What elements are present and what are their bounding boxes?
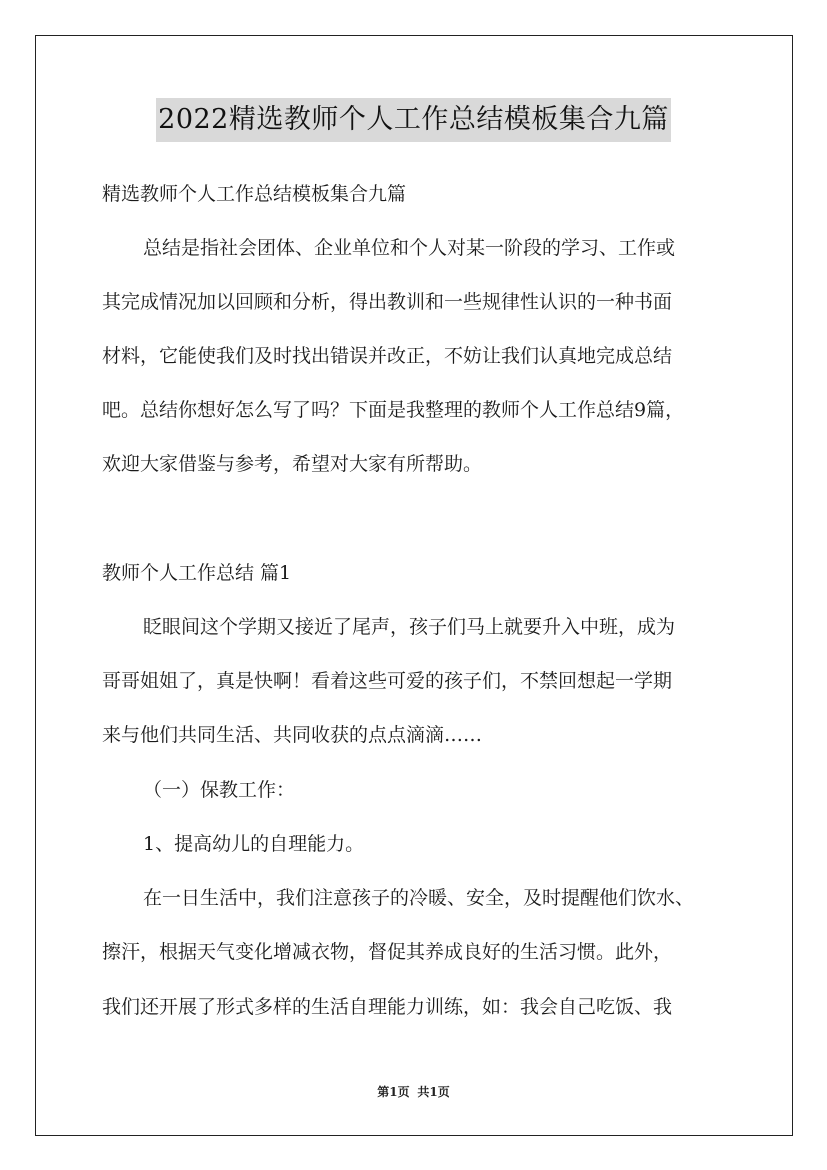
footer-page-current: 1 bbox=[389, 1085, 398, 1099]
item-line-1: 在一日生活中，我们注意孩子的冷暖、安全，及时提醒他们饮水、 bbox=[143, 887, 695, 909]
footer-page-total: 1 bbox=[429, 1085, 438, 1099]
section-line-2: 哥哥姐姐了，真是快啊！看着这些可爱的孩子们，不禁回想起一学期 bbox=[102, 670, 673, 692]
intro-line-2: 其完成情况加以回顾和分析，得出教训和一些规律性认识的一种书面 bbox=[102, 291, 673, 313]
footer-text-c: 共 bbox=[417, 1085, 430, 1099]
page-footer bbox=[0, 1084, 827, 1100]
document-title: 2022精选教师个人工作总结模板集合九篇 bbox=[156, 98, 671, 142]
item-line-2: 擦汗，根据天气变化增减衣物，督促其养成良好的生活习惯。此外， bbox=[102, 941, 673, 963]
footer-text-a: 第 bbox=[377, 1085, 390, 1099]
intro-line-4: 吧。总结你想好怎么写了吗？下面是我整理的教师个人工作总结9篇， bbox=[102, 399, 685, 421]
section-line-3: 来与他们共同生活、共同收获的点点滴滴…… bbox=[102, 724, 483, 746]
section-heading: 教师个人工作总结 篇1 bbox=[102, 562, 292, 584]
footer-text-b: 页 bbox=[397, 1085, 410, 1099]
item-heading: 1、提高幼儿的自理能力。 bbox=[143, 833, 365, 855]
subheading: （一）保教工作： bbox=[143, 779, 296, 801]
intro-line-5: 欢迎大家借鉴与参考，希望对大家有所帮助。 bbox=[102, 453, 483, 475]
footer-text-d: 页 bbox=[437, 1085, 450, 1099]
intro-line-1: 总结是指社会团体、企业单位和个人对某一阶段的学习、工作或 bbox=[143, 237, 676, 259]
section-line-1: 眨眼间这个学期又接近了尾声，孩子们马上就要升入中班，成为 bbox=[143, 616, 676, 638]
intro-line-3: 材料，它能使我们及时找出错误并改正，不妨让我们认真地完成总结 bbox=[102, 345, 673, 367]
item-line-3: 我们还开展了形式多样的生活自理能力训练，如：我会自己吃饭、我 bbox=[102, 996, 673, 1018]
document-subtitle: 精选教师个人工作总结模板集合九篇 bbox=[102, 183, 407, 205]
title-container bbox=[0, 98, 827, 142]
